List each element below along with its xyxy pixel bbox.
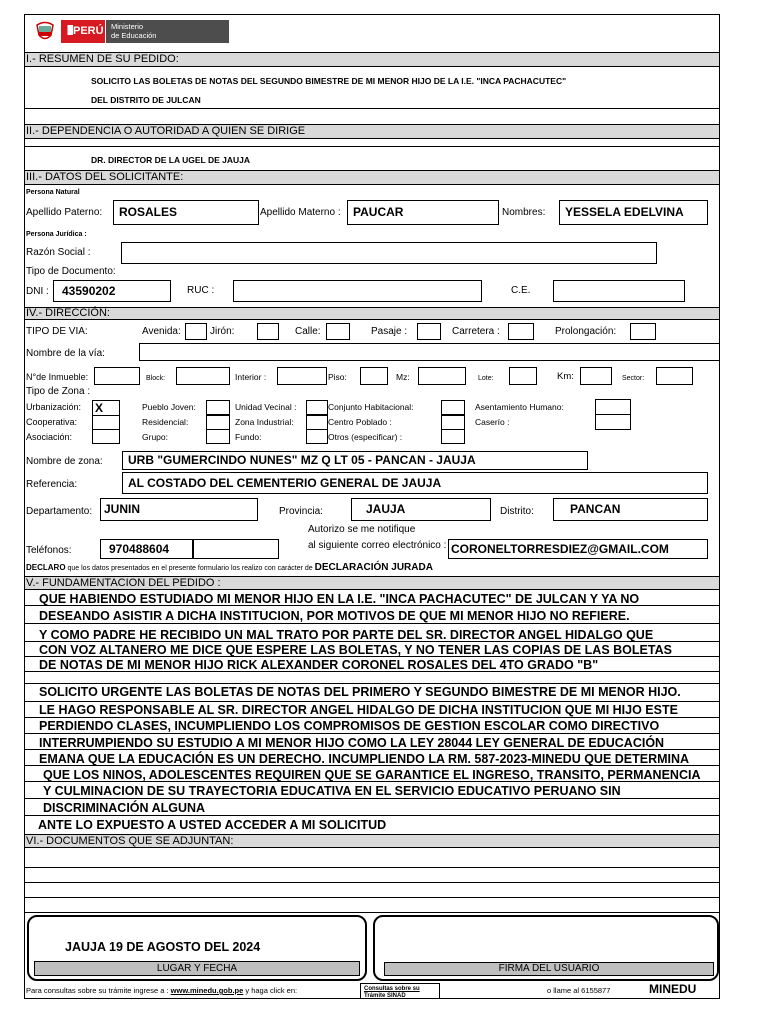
section-6-header: VI.- DOCUMENTOS QUE SE ADJUNTAN: xyxy=(25,834,719,848)
asociacion-label: Asociación: xyxy=(26,432,73,442)
date-panel xyxy=(27,915,367,981)
signature-panel xyxy=(373,915,719,981)
minedu-link[interactable]: www.minedu.gob.pe xyxy=(170,986,244,995)
district-label: Distrito: xyxy=(500,506,534,517)
phone-field-2[interactable] xyxy=(193,539,279,559)
carretera-label: Carretera : xyxy=(452,326,500,337)
unidad-vecinal-checkbox[interactable] xyxy=(306,400,328,415)
names-label: Nombres: xyxy=(502,207,546,218)
authority-line: DR. DIRECTOR DE LA UGEL DE JAUJA xyxy=(91,155,251,165)
prolongacion-checkbox[interactable] xyxy=(630,323,656,340)
district-field[interactable]: PANCAN xyxy=(553,498,708,521)
centro-poblado-label: Centro Poblado : xyxy=(328,417,392,427)
interior-field[interactable] xyxy=(277,367,327,385)
interior-label: Interior : xyxy=(235,372,267,382)
prolongacion-label: Prolongación: xyxy=(555,326,617,337)
ruc-label: RUC : xyxy=(187,285,215,296)
sinad-line-2: Trámite SINAD xyxy=(364,993,406,999)
block-label: Block: xyxy=(146,375,166,382)
ce-field[interactable] xyxy=(553,280,685,302)
pueblo-joven-checkbox[interactable] xyxy=(206,400,230,415)
peru-shield-icon xyxy=(34,21,56,42)
fund-line-5: DE NOTAS DE MI MENOR HIJO RICK ALEXANDER CORONEL ROSALES DEL 4TO GRADO "B" xyxy=(39,658,599,672)
mz-label: Mz: xyxy=(396,372,410,382)
doc-type-label: Tipo de Documento: xyxy=(26,266,116,277)
piso-label: Piso: xyxy=(328,372,347,382)
place-date-value: JAUJA 19 DE AGOSTO DEL 2024 xyxy=(65,940,261,954)
otros-checkbox[interactable] xyxy=(441,429,465,444)
footer-phone: o llame al 6155877 xyxy=(547,986,611,995)
conjunto-label: Conjunto Habitacional: xyxy=(328,402,414,412)
persona-natural-label: Persona Natural xyxy=(26,189,80,196)
business-name-field[interactable] xyxy=(121,242,657,264)
ce-label: C.E. xyxy=(511,285,531,296)
footer-consult-pre: Para consultas sobre su trámite ingrese a : xyxy=(26,986,171,995)
jiron-checkbox[interactable] xyxy=(257,323,279,340)
department-label: Departamento: xyxy=(26,506,93,517)
calle-label: Calle: xyxy=(295,326,321,337)
section-1-header: I.- RESUMEN DE SU PEDIDO: xyxy=(25,52,719,67)
section-4-header: IV.- DIRECCIÓN: xyxy=(25,307,719,320)
fund-line-8: PERDIENDO CLASES, INCUMPLIENDO LOS COMPROMISOS DE GESTION ESCOLAR COMO DIRECTIVO xyxy=(39,719,660,733)
business-name-label: Razón Social : xyxy=(26,247,91,258)
department-field[interactable]: JUNIN xyxy=(100,498,258,521)
via-name-label: Nombre de la vía: xyxy=(26,348,105,359)
avenida-label: Avenida: xyxy=(142,326,181,337)
avenida-checkbox[interactable] xyxy=(185,323,207,340)
summary-line-2: DEL DISTRITO DE JULCAN xyxy=(91,95,201,105)
flag-icon xyxy=(65,25,73,35)
pasaje-label: Pasaje : xyxy=(371,326,408,337)
fund-line-1: QUE HABIENDO ESTUDIADO MI MENOR HIJO EN LA I.E. "INCA PACHACUTEC" DE JULCAN Y YA NO xyxy=(39,592,640,606)
zona-industrial-checkbox[interactable] xyxy=(306,415,328,430)
grupo-checkbox[interactable] xyxy=(206,429,230,444)
declaration-text xyxy=(26,562,433,575)
cooperativa-checkbox[interactable] xyxy=(92,415,120,430)
sinad-button[interactable] xyxy=(360,983,440,999)
logo-country: PERÚ xyxy=(73,25,104,37)
via-type-label: TIPO DE VIA: xyxy=(26,326,88,337)
pueblo-joven-label: Pueblo Joven: xyxy=(142,402,196,412)
sector-field[interactable] xyxy=(656,367,693,385)
block-field[interactable] xyxy=(176,367,230,385)
section-2-header: II.- DEPENDENCIA O AUTORIDAD A QUIEN SE DIRIGE xyxy=(25,124,719,139)
email-field[interactable]: CORONELTORRESDIEZ@GMAIL.COM xyxy=(448,539,708,559)
province-field[interactable]: JAUJA xyxy=(351,498,491,521)
fund-line-12: Y CULMINACION DE SU TRAYECTORIA EDUCATIVA EN EL SERVICIO EDUCATIVO PERUANO SIN xyxy=(43,784,621,798)
notify-label-1: Autorizo se me notifique xyxy=(308,524,416,535)
fund-line-11: QUE LOS NINOS, ADOLESCENTES REQUIREN QUE SE GARANTICE EL INGRESO, TRANSITO, PERMANENCIA xyxy=(43,768,701,782)
section-5-header: V.- FUNDAMENTACION DEL PEDIDO : xyxy=(25,576,719,590)
notify-label-2: al siguiente correo electrónico : xyxy=(308,540,447,551)
fund-line-10: EMANA QUE LA EDUCACIÓN ES UN DERECHO. INCUMPLIENDO LA RM. 587-2023-MINEDU QUE DETERMINA xyxy=(39,752,690,766)
asentamiento-checkbox[interactable] xyxy=(595,399,631,415)
lote-field[interactable] xyxy=(509,367,537,385)
fund-line-2: DESEANDO ASISTIR A DICHA INSTITUCION, POR MOTIVOS DE QUE MI MENOR HIJO NO REFIERE. xyxy=(39,609,630,623)
province-label: Provincia: xyxy=(279,506,323,517)
ministry-logo xyxy=(34,20,229,43)
footer-consult-post: y haga click en: xyxy=(243,986,298,995)
pasaje-checkbox[interactable] xyxy=(417,323,441,340)
place-date-label: LUGAR Y FECHA xyxy=(34,961,360,976)
logo-ministry-line1: Ministerio xyxy=(111,22,144,31)
residencial-checkbox[interactable] xyxy=(206,415,230,430)
zone-name-label: Nombre de zona: xyxy=(26,456,103,467)
fund-line-3: Y COMO PADRE HE RECIBIDO UN MAL TRATO POR PARTE DEL SR. DIRECTOR ANGEL HIDALGO QUE xyxy=(39,628,654,642)
urbanizacion-label: Urbanización: xyxy=(26,402,82,412)
via-name-field[interactable] xyxy=(139,343,720,361)
inmueble-field[interactable] xyxy=(94,367,140,385)
carretera-checkbox[interactable] xyxy=(508,323,534,340)
caserio-label: Caserío : xyxy=(475,417,510,427)
paternal-surname-label: Apellido Paterno: xyxy=(26,207,103,218)
asociacion-checkbox[interactable] xyxy=(92,429,120,444)
fund-line-14: ANTE LO EXPUESTO A USTED ACCEDER A MI SOLICITUD xyxy=(38,818,387,832)
declaration-rest: que los datos presentados en el presente formulario los realizo con carácter de xyxy=(65,565,315,572)
reference-label: Referencia: xyxy=(26,479,78,490)
sector-label: Sector: xyxy=(622,375,645,382)
fund-line-13: DISCRIMINACIÓN ALGUNA xyxy=(43,801,206,815)
request-form xyxy=(24,14,720,999)
caserio-checkbox[interactable] xyxy=(595,414,631,430)
names-field[interactable]: YESSELA EDELVINA xyxy=(559,200,708,225)
piso-field[interactable] xyxy=(360,367,388,385)
declaration-word: DECLARO xyxy=(26,563,66,572)
jiron-label: Jirón: xyxy=(210,326,235,337)
fundo-label: Fundo: xyxy=(235,432,262,442)
km-label: Km: xyxy=(557,371,574,382)
mz-field[interactable] xyxy=(418,367,466,385)
sinad-line-1: Consultas sobre su xyxy=(364,986,420,992)
residencial-label: Residencial: xyxy=(142,417,189,427)
dni-label: DNI : xyxy=(26,286,49,297)
fund-line-9: INTERRUMPIENDO SU ESTUDIO A MI MENOR HIJO COMO LA LEY 28044 LEY GENERAL DE EDUCACIÓN xyxy=(39,736,665,750)
lote-label: Lote: xyxy=(478,375,494,382)
phones-label: Teléfonos: xyxy=(26,545,72,556)
reference-field[interactable]: AL COSTADO DEL CEMENTERIO GENERAL DE JAUJA xyxy=(122,472,708,494)
unidad-vecinal-label: Unidad Vecinal : xyxy=(235,402,297,412)
footer-consult-text xyxy=(26,985,297,997)
maternal-surname-field[interactable]: PAUCAR xyxy=(347,200,499,225)
zona-industrial-label: Zona Industrial: xyxy=(235,417,294,427)
paternal-surname-field[interactable]: ROSALES xyxy=(113,200,259,225)
asentamiento-label: Asentamiento Humano: xyxy=(475,402,564,412)
centro-poblado-checkbox[interactable] xyxy=(441,415,465,430)
fund-line-7: LE HAGO RESPONSABLE AL SR. DIRECTOR ANGEL HIDALGO DE DICHA INSTITUCION QUE MI HIJO ESTE xyxy=(39,703,678,717)
otros-label: Otros (especificar) : xyxy=(328,432,403,442)
fundo-checkbox[interactable] xyxy=(306,429,328,444)
ruc-field[interactable] xyxy=(233,280,482,302)
cooperativa-label: Cooperativa: xyxy=(26,417,78,427)
dni-field[interactable]: 43590202 xyxy=(53,280,171,302)
inmueble-label: N°de Inmueble: xyxy=(26,372,89,382)
maternal-surname-label: Apellido Materno : xyxy=(260,207,341,218)
zone-name-field[interactable]: URB "GUMERCINDO NUNES" MZ Q LT 05 - PANCAN - JAUJA xyxy=(122,451,588,470)
section-3-header: III.- DATOS DEL SOLICITANTE: xyxy=(25,170,719,185)
user-signature-label: FIRMA DEL USUARIO xyxy=(384,962,714,976)
urbanizacion-checkbox[interactable]: X xyxy=(92,400,120,416)
km-field[interactable] xyxy=(580,367,612,385)
calle-checkbox[interactable] xyxy=(326,323,350,340)
phone-field-1[interactable]: 970488604 xyxy=(100,539,193,559)
fund-line-6: SOLICITO URGENTE LAS BOLETAS DE NOTAS DEL PRIMERO Y SEGUNDO BIMESTRE DE MI MENOR HIJO. xyxy=(39,685,681,699)
persona-juridica-label: Persona Jurídica : xyxy=(26,231,87,238)
grupo-label: Grupo: xyxy=(142,432,168,442)
conjunto-checkbox[interactable] xyxy=(441,400,465,415)
fund-line-4: CON VOZ ALTANERO ME DICE QUE ESPERE LAS BOLETAS, Y NO TENER LAS COPIAS DE LAS BOLETAS xyxy=(39,643,672,657)
footer-minedu: MINEDU xyxy=(649,982,697,996)
zone-type-label: Tipo de Zona : xyxy=(26,386,91,397)
declaration-jurada: DECLARACIÓN JURADA xyxy=(314,562,433,573)
summary-line-1: SOLICITO LAS BOLETAS DE NOTAS DEL SEGUNDO BIMESTRE DE MI MENOR HIJO DE LA I.E. "INCA PACHACUTEC" xyxy=(91,76,567,86)
logo-ministry-line2: de Educación xyxy=(111,30,157,40)
